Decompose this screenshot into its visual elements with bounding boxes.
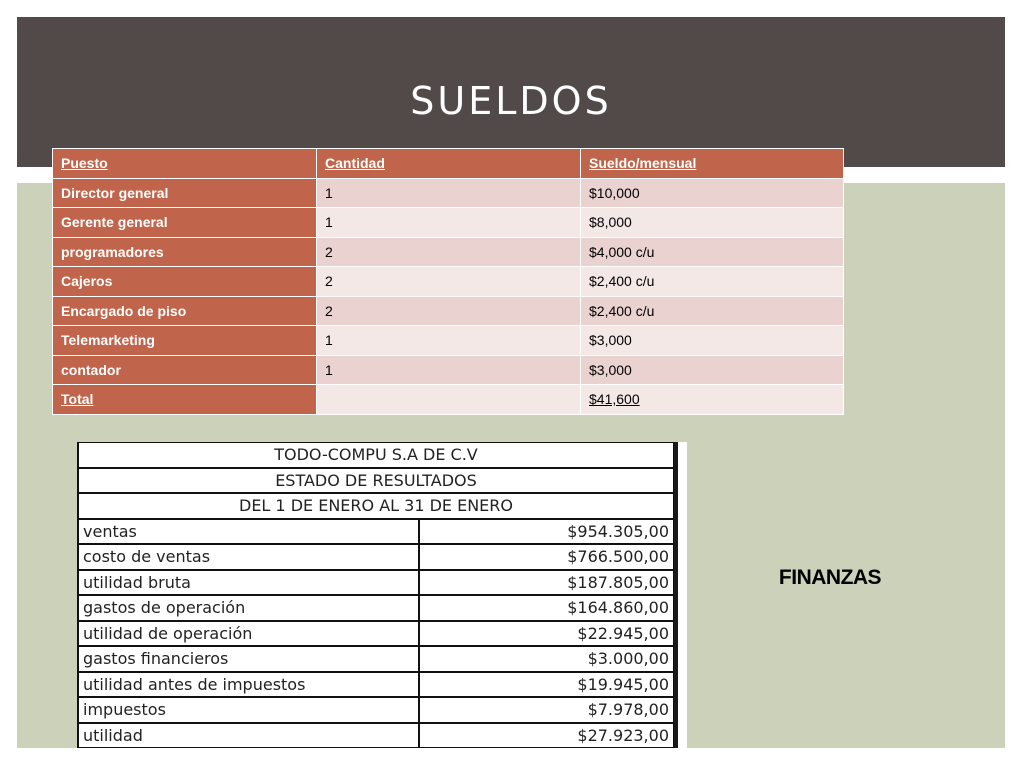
finanzas-label: FINANZAS [778,566,882,589]
statement-company: TODO-COMPU S.A DE C.V [78,443,674,468]
cantidad-cell: 2 [317,267,581,297]
cantidad-cell: 1 [317,208,581,238]
statement-concept: utilidad bruta [78,570,419,596]
statement-amount: $187.805,00 [419,570,674,596]
statement-concept: gastos de operación [78,595,419,621]
salary-table [52,148,844,415]
statement-report-title: ESTADO DE RESULTADOS [78,468,674,494]
statement-amount: $954.305,00 [419,519,674,545]
puesto-cell: Telemarketing [53,326,317,356]
statement-row [78,697,674,723]
statement-right-border [674,442,678,748]
statement-concept: gastos financieros [78,646,419,672]
cantidad-cell: 1 [317,178,581,208]
statement-concept: costo de ventas [78,544,419,570]
slide-title: SUELDOS [410,79,612,123]
puesto-cell: contador [53,355,317,385]
puesto-cell: Cajeros [53,267,317,297]
sueldo-cell: $3,000 [581,326,844,356]
sueldo-cell: $8,000 [581,208,844,238]
puesto-cell: programadores [53,237,317,267]
statement-period: DEL 1 DE ENERO AL 31 DE ENERO [78,493,674,519]
statement-amount: $27.923,00 [419,723,674,749]
table-row [53,208,844,238]
statement-row [78,570,674,596]
salary-table-header-row [53,149,844,179]
puesto-cell: Encargado de piso [53,296,317,326]
header-sueldo: Sueldo/mensual [581,149,844,179]
statement-header-row [78,493,674,519]
statement-header-row [78,468,674,494]
statement-amount: $766.500,00 [419,544,674,570]
statement-row [78,544,674,570]
cantidad-cell: 2 [317,296,581,326]
table-row [53,178,844,208]
header-puesto: Puesto [53,149,317,179]
statement-concept: utilidad de operación [78,621,419,647]
income-statement [77,442,687,748]
statement-amount: $19.945,00 [419,672,674,698]
sueldo-cell: $4,000 c/u [581,237,844,267]
puesto-cell: Director general [53,178,317,208]
statement-row [78,519,674,545]
total-label: Total [53,385,317,415]
statement-row [78,672,674,698]
statement-concept: utilidad antes de impuestos [78,672,419,698]
statement-amount: $164.860,00 [419,595,674,621]
statement-row [78,595,674,621]
sueldo-cell: $3,000 [581,355,844,385]
statement-row [78,621,674,647]
statement-row [78,723,674,749]
statement-concept: impuestos [78,697,419,723]
table-row [53,237,844,267]
table-row [53,296,844,326]
statement-header-row [78,443,674,468]
table-row [53,267,844,297]
puesto-cell: Gerente general [53,208,317,238]
statement-concept: ventas [78,519,419,545]
statement-row [78,646,674,672]
income-statement-table [77,442,675,748]
total-cantidad [317,385,581,415]
table-row [53,326,844,356]
statement-amount: $7.978,00 [419,697,674,723]
table-row [53,355,844,385]
cantidad-cell: 1 [317,355,581,385]
sueldo-cell: $10,000 [581,178,844,208]
cantidad-cell: 1 [317,326,581,356]
statement-amount: $3.000,00 [419,646,674,672]
statement-concept: utilidad [78,723,419,749]
sueldo-cell: $2,400 c/u [581,267,844,297]
sueldo-cell: $2,400 c/u [581,296,844,326]
total-sueldo: $41,600 [581,385,844,415]
cantidad-cell: 2 [317,237,581,267]
statement-amount: $22.945,00 [419,621,674,647]
header-cantidad: Cantidad [317,149,581,179]
total-row [53,385,844,415]
